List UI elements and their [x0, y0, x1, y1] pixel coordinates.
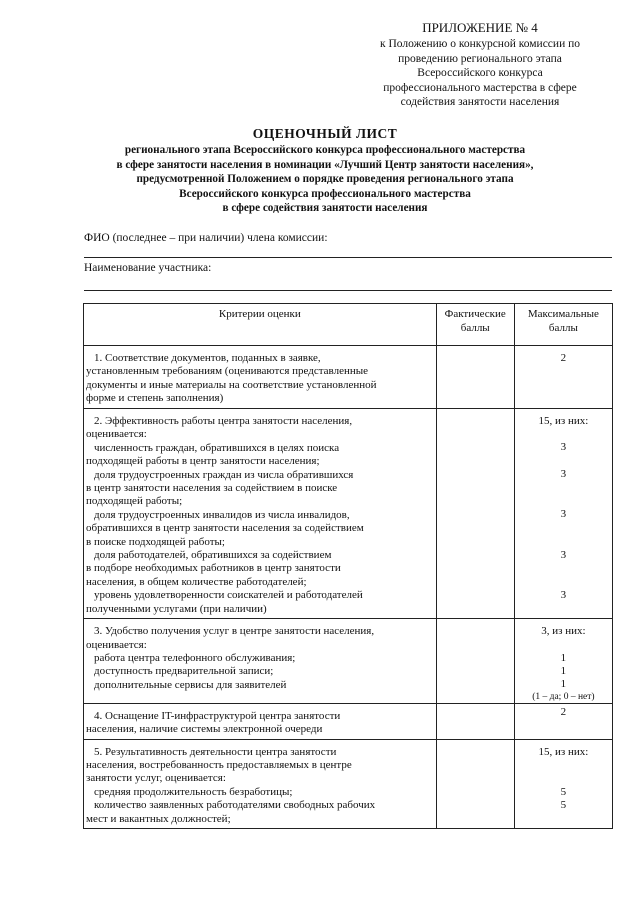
actual-score-header: Фактические баллы	[436, 304, 514, 346]
appendix-line: профессионального мастерства в сфере	[383, 81, 577, 94]
participant-label: Наименование участника:	[84, 262, 212, 274]
table-header-row	[84, 304, 613, 346]
appendix-line: проведению регионального этапа	[398, 52, 562, 65]
heading-line: Всероссийского конкурса профессионального мастерства	[179, 187, 471, 200]
document-heading	[40, 125, 610, 216]
appendix-line: Всероссийского конкурса	[417, 67, 543, 79]
appendix-header	[350, 20, 610, 110]
heading-line: предусмотренной Положением о порядке проведения регионального этапа	[136, 173, 514, 185]
max-score-cell: 15, из них: 3 3 3 3 3	[514, 409, 612, 619]
participant-underline[interactable]	[84, 290, 612, 291]
max-score-cell: 15, из них: 5 5	[514, 739, 612, 828]
criteria-table	[83, 303, 613, 829]
actual-score-cell[interactable]	[436, 703, 514, 739]
fio-label: ФИО (последнее – при наличии) члена комиссии:	[84, 232, 328, 244]
criterion-cell: 1. Соответствие документов, поданных в заявке, установленным требованиям (оцениваются представленные документы и иные материалы на соответствие установленной форме и степень заполнения)	[84, 346, 437, 409]
table-row	[84, 619, 613, 704]
appendix-title: ПРИЛОЖЕНИЕ № 4	[422, 20, 538, 35]
appendix-line: содействия занятости населения	[400, 96, 560, 108]
criteria-header: Критерии оценки	[84, 304, 437, 346]
criterion-cell: 4. Оснащение IT-инфраструктурой центра занятости населения, наличие системы электронной очереди	[84, 703, 437, 739]
table-row	[84, 739, 613, 828]
actual-score-cell[interactable]	[436, 346, 514, 409]
table-row	[84, 346, 613, 409]
appendix-line: к Положению о конкурсной комиссии по	[380, 38, 580, 50]
actual-score-cell[interactable]	[436, 739, 514, 828]
criterion-cell: 2. Эффективность работы центра занятости населения, оценивается: численность граждан, обратившихся в целях поиска подходящей работы в центр занятости населения; доля трудоустроенных граждан из числа обратившихся в центр занятости населения за содействием в поиске подходящей работы; доля трудоустроенных инвалидов из числа инвалидов, обратившихся в центр занятости населения за содействием в поиске подходящей работы; доля работодателей, обратившихся за содействием в подборе необходимых работников в центр занятости населения, в общем количестве работодателей; уровень удовлетворенности соискателей и работодателей полученными услугами (при наличии)	[84, 409, 437, 619]
document-title: ОЦЕНОЧНЫЙ ЛИСТ	[252, 126, 398, 141]
criterion-cell: 3. Удобство получения услуг в центре занятости населения, оценивается: работа центра телефонного обслуживания; доступность предварительной записи; дополнительные сервисы для заявителей	[84, 619, 437, 704]
table-row	[84, 409, 613, 619]
heading-line: в сфере содействия занятости населения	[222, 202, 428, 214]
max-score-cell: 3, из них: 1 1 1 (1 – да; 0 – нет)	[514, 619, 612, 704]
heading-line: в сфере занятости населения в номинации «Лучший Центр занятости населения»,	[116, 158, 534, 171]
heading-line: регионального этапа Всероссийского конкурса профессионального мастерства	[124, 144, 526, 156]
yes-no-note: (1 – да; 0 – нет)	[532, 691, 595, 702]
max-score-cell: 2	[514, 346, 612, 409]
actual-score-cell[interactable]	[436, 409, 514, 619]
max-score-header: Максимальные баллы	[514, 304, 612, 346]
fio-underline[interactable]	[84, 257, 612, 258]
criterion-cell: 5. Результативность деятельности центра занятости населения, востребованность предоставляемых в центре занятости услуг, оценивается: средняя продолжительность безработицы; количество заявленных работодателями свободных рабочих мест и вакантных должностей;	[84, 739, 437, 828]
max-score-cell: 2	[514, 703, 612, 739]
actual-score-cell[interactable]	[436, 619, 514, 704]
table-row	[84, 703, 613, 739]
